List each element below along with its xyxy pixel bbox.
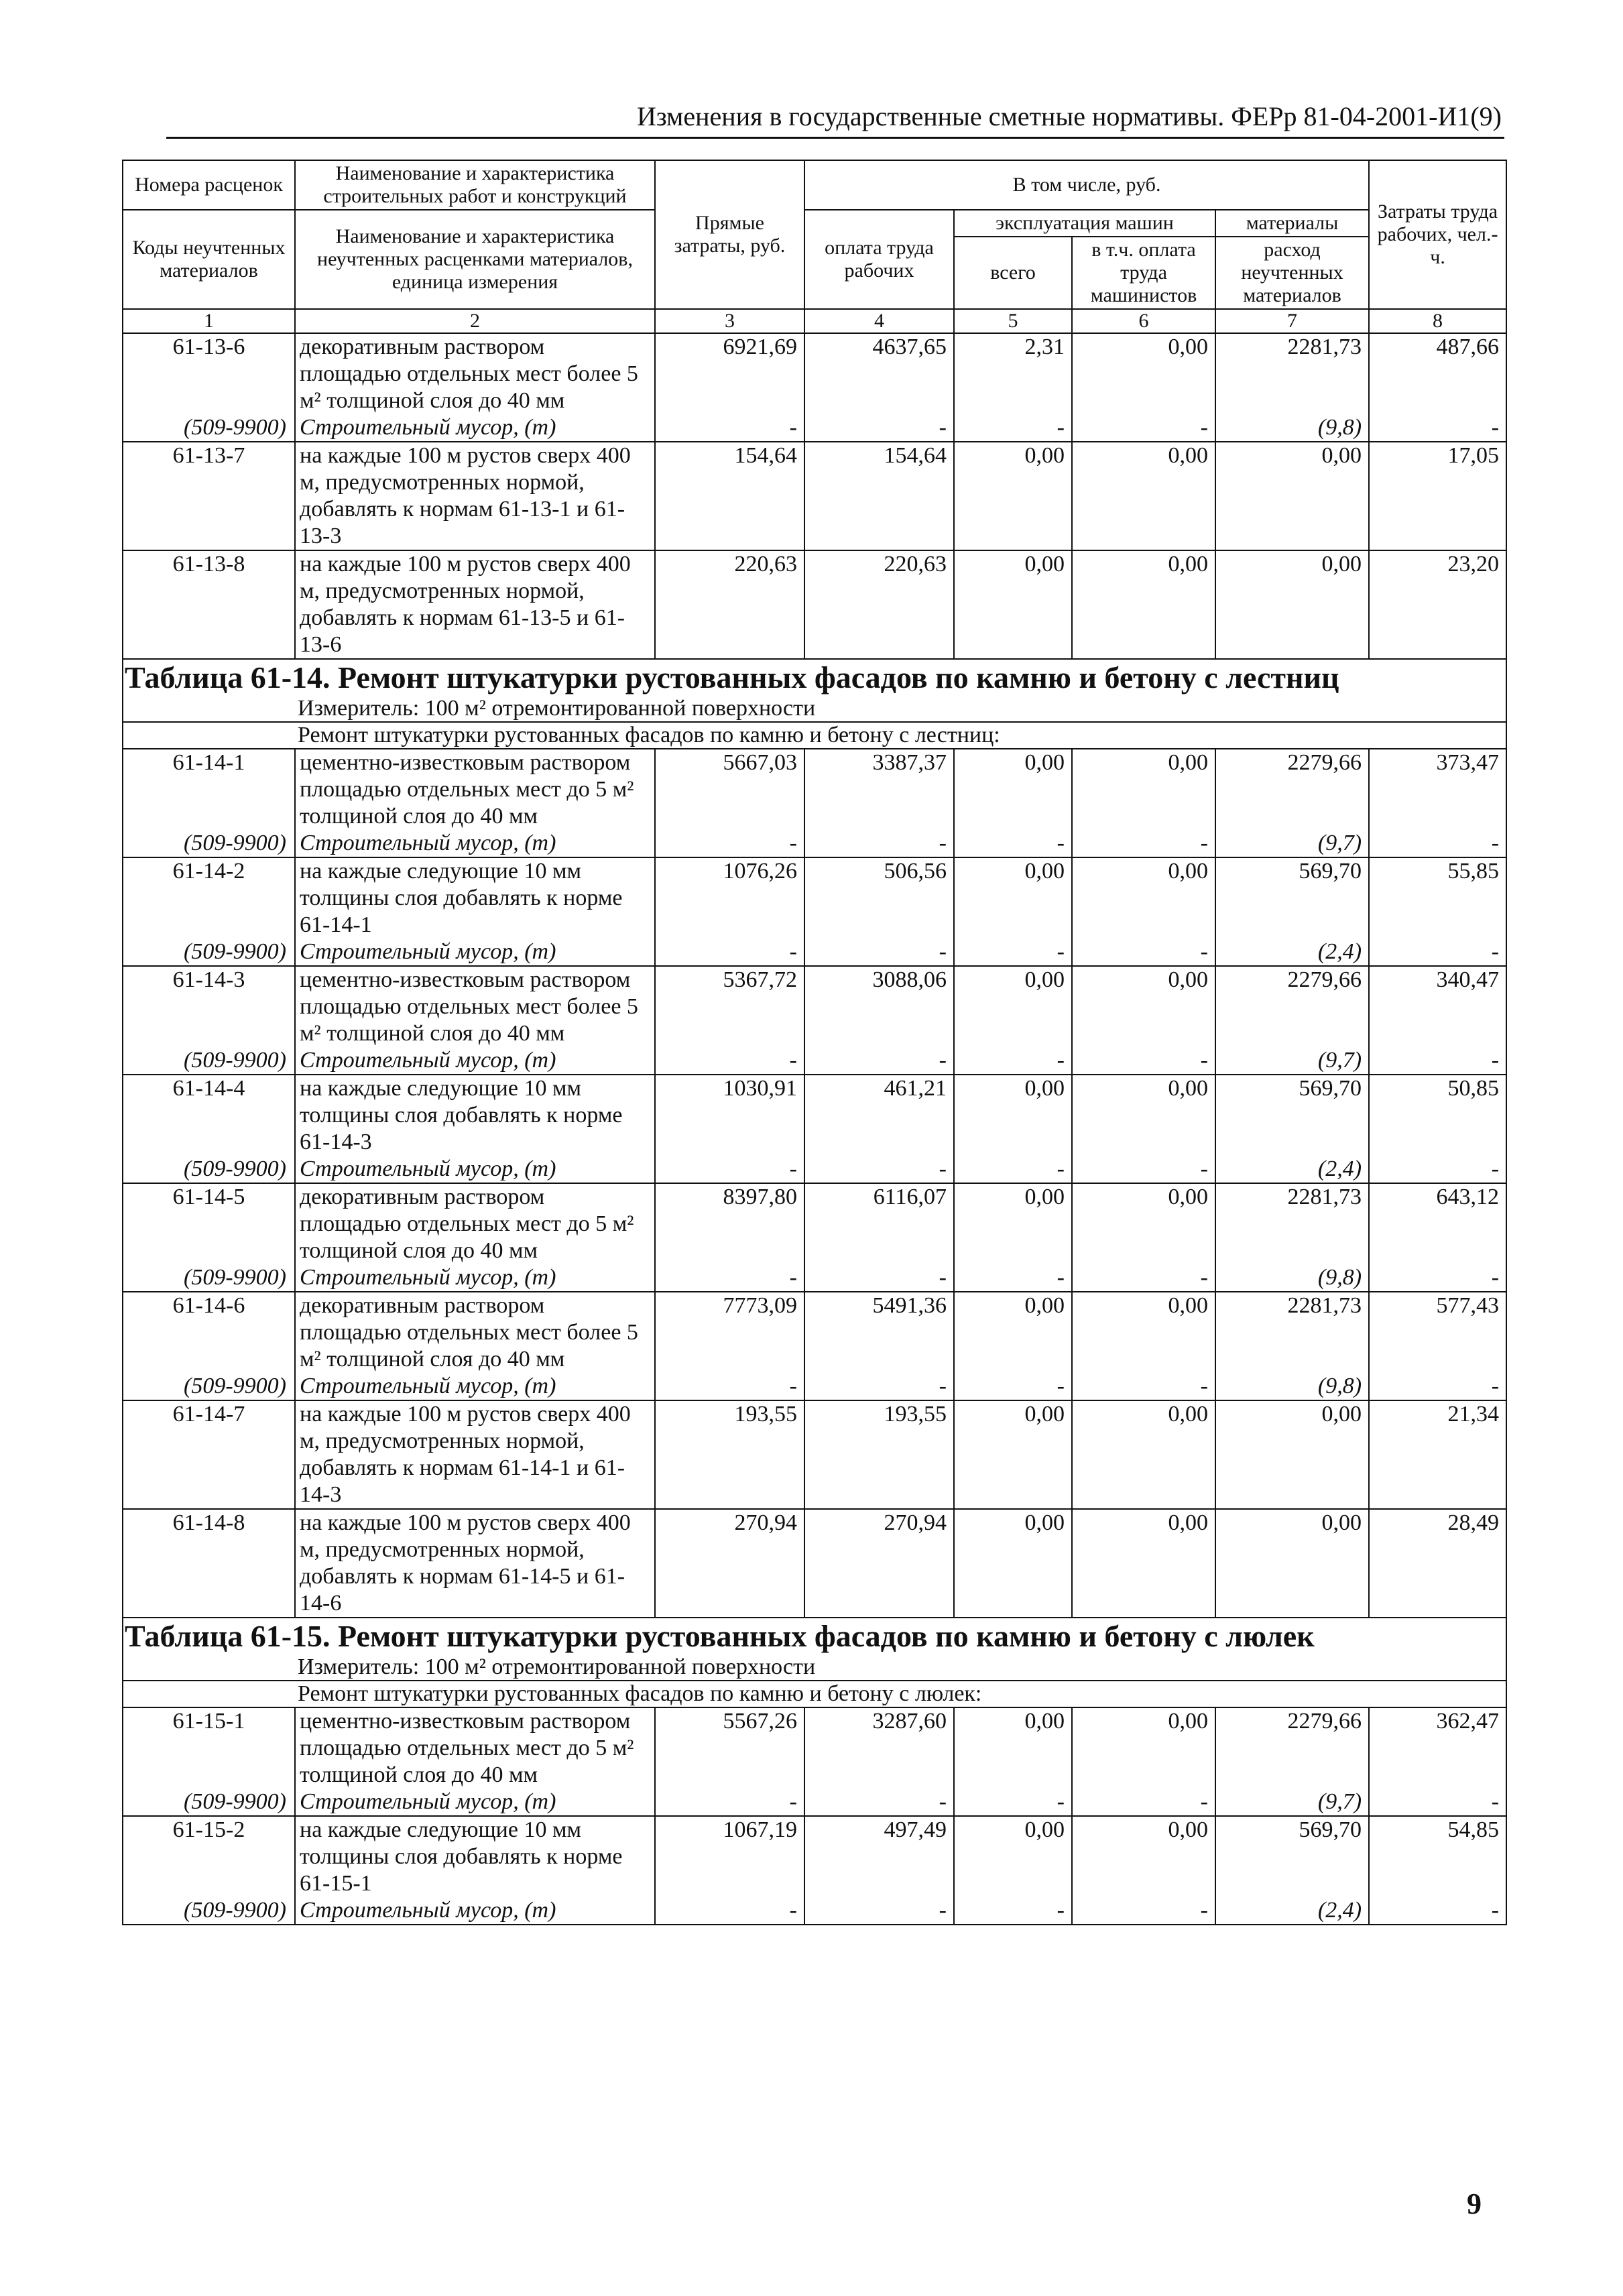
col-header-mat-cons: расход неучтенных материалов (1215, 237, 1369, 309)
rate-value: 0,00 (954, 1707, 1072, 1789)
table-row (123, 1509, 1506, 1618)
col-index: 5 (954, 309, 1072, 333)
material-code: (509-9900) (123, 939, 295, 966)
rate-name: цементно-известковым раствором площадью отдельных мест более 5 м² толщиной слоя до 40 мм (295, 966, 655, 1047)
rate-value: 193,55 (804, 1400, 954, 1509)
material-value: - (1369, 830, 1506, 857)
rate-value: 23,20 (1369, 550, 1506, 659)
material-name: Строительный мусор, (т) (295, 1264, 655, 1292)
col-header-labor-pay: оплата труда рабочих (804, 210, 954, 309)
table-row (123, 1707, 1506, 1789)
rate-value: 220,63 (655, 550, 804, 659)
col-header-mach-incl: в т.ч. оплата труда машинистов (1072, 237, 1215, 309)
table-61-14-heading (123, 659, 1506, 749)
rate-value: 373,47 (1369, 749, 1506, 830)
rate-value: 1030,91 (655, 1075, 804, 1156)
col-index: 3 (655, 309, 804, 333)
rate-value: 0,00 (1215, 1400, 1369, 1509)
rate-value: 54,85 (1369, 1816, 1506, 1897)
rate-value: 5367,72 (655, 966, 804, 1047)
material-code: (509-9900) (123, 830, 295, 857)
col-index: 6 (1072, 309, 1215, 333)
material-value: - (1072, 1789, 1215, 1816)
material-name: Строительный мусор, (т) (295, 1897, 655, 1925)
material-value: - (804, 1789, 954, 1816)
table-row (123, 1400, 1506, 1509)
rate-value: 569,70 (1215, 1816, 1369, 1897)
material-value: - (804, 414, 954, 442)
rate-value: 3088,06 (804, 966, 954, 1047)
material-code: (509-9900) (123, 1156, 295, 1183)
rate-value: 0,00 (954, 1816, 1072, 1897)
material-value: - (655, 939, 804, 966)
rate-code: 61-14-4 (123, 1075, 295, 1156)
material-code: (509-9900) (123, 1047, 295, 1075)
material-value: - (954, 1156, 1072, 1183)
rate-value: 28,49 (1369, 1509, 1506, 1618)
material-value: - (1072, 1047, 1215, 1075)
rate-value: 340,47 (1369, 966, 1506, 1047)
rate-code: 61-14-5 (123, 1183, 295, 1264)
rate-code: 61-14-7 (123, 1400, 295, 1509)
rate-value: 0,00 (954, 966, 1072, 1047)
material-name: Строительный мусор, (т) (295, 1373, 655, 1400)
table-row (123, 1183, 1506, 1264)
material-value: - (1369, 1897, 1506, 1925)
rate-value: 6116,07 (804, 1183, 954, 1264)
material-row (123, 1264, 1506, 1292)
material-value: - (1072, 1897, 1215, 1925)
rate-value: 5491,36 (804, 1292, 954, 1373)
col-header-name-bottom: Наименование и характеристика неучтенных расценками материалов, единица измерения (295, 210, 655, 309)
rate-value: 0,00 (954, 749, 1072, 830)
material-value: - (1072, 1264, 1215, 1292)
rate-value: 2,31 (954, 333, 1072, 414)
col-index: 8 (1369, 309, 1506, 333)
col-header-name-top: Наименование и характеристика строительных работ и конструкций (295, 160, 655, 210)
table-row (123, 749, 1506, 830)
rate-code: 61-13-8 (123, 550, 295, 659)
rate-value: 6921,69 (655, 333, 804, 414)
rate-value: 0,00 (1072, 1075, 1215, 1156)
material-value: - (1369, 1156, 1506, 1183)
col-index: 2 (295, 309, 655, 333)
material-value: - (804, 1897, 954, 1925)
col-header-mach-total: всего (954, 237, 1072, 309)
rate-value: 0,00 (1072, 442, 1215, 550)
col-header-incl: В том числе, руб. (804, 160, 1369, 210)
material-value: - (804, 939, 954, 966)
col-header-code-top: Номера расценок (123, 160, 295, 210)
header-rule (166, 137, 1504, 139)
rate-value: 17,05 (1369, 442, 1506, 550)
rate-value: 0,00 (954, 442, 1072, 550)
rate-code: 61-15-2 (123, 1816, 295, 1897)
page-header: Изменения в государственные сметные нормативы. ФЕРр 81-04-2001-И1(9) (636, 101, 1502, 131)
material-row (123, 830, 1506, 857)
rate-value: 7773,09 (655, 1292, 804, 1373)
material-value: - (954, 1789, 1072, 1816)
material-name: Строительный мусор, (т) (295, 830, 655, 857)
rate-code: 61-14-2 (123, 857, 295, 939)
table-measure: Измеритель: 100 м² отремонтированной поверхности (123, 696, 1506, 722)
rate-value: 506,56 (804, 857, 954, 939)
material-code: (509-9900) (123, 1789, 295, 1816)
rate-name: на каждые следующие 10 мм толщины слоя добавлять к норме 61-14-1 (295, 857, 655, 939)
material-value: - (655, 414, 804, 442)
material-value: (9,8) (1215, 1264, 1369, 1292)
rate-value: 0,00 (1072, 857, 1215, 939)
rate-value: 220,63 (804, 550, 954, 659)
col-header-machines: эксплуатация машин (954, 210, 1215, 237)
table-61-15-rows (123, 1707, 1506, 1925)
material-name: Строительный мусор, (т) (295, 1047, 655, 1075)
table-row (123, 966, 1506, 1047)
material-name: Строительный мусор, (т) (295, 1156, 655, 1183)
rate-code: 61-13-7 (123, 442, 295, 550)
rate-value: 362,47 (1369, 1707, 1506, 1789)
rate-value: 154,64 (655, 442, 804, 550)
rate-value: 0,00 (1215, 442, 1369, 550)
material-value: - (655, 830, 804, 857)
rate-name: декоративным раствором площадью отдельных мест более 5 м² толщиной слоя до 40 мм (295, 1292, 655, 1373)
rate-code: 61-14-6 (123, 1292, 295, 1373)
material-code: (509-9900) (123, 1373, 295, 1400)
material-value: - (655, 1897, 804, 1925)
rate-value: 5567,26 (655, 1707, 804, 1789)
material-value: - (1369, 414, 1506, 442)
material-value: - (1369, 939, 1506, 966)
table-header (123, 160, 1506, 333)
rate-value: 4637,65 (804, 333, 954, 414)
rate-value: 270,94 (804, 1509, 954, 1618)
material-name: Строительный мусор, (т) (295, 939, 655, 966)
material-value: - (954, 414, 1072, 442)
column-index-row (123, 309, 1506, 333)
rate-value: 461,21 (804, 1075, 954, 1156)
material-value: - (655, 1156, 804, 1183)
rate-value: 50,85 (1369, 1075, 1506, 1156)
table-61-13-continuation (123, 333, 1506, 659)
material-value: - (804, 1264, 954, 1292)
rate-code: 61-14-8 (123, 1509, 295, 1618)
rate-name: цементно-известковым раствором площадью отдельных мест до 5 м² толщиной слоя до 40 мм (295, 749, 655, 830)
material-value: - (1072, 830, 1215, 857)
material-value: - (954, 1264, 1072, 1292)
material-row (123, 1047, 1506, 1075)
rate-code: 61-13-6 (123, 333, 295, 414)
rate-value: 0,00 (1072, 1183, 1215, 1264)
rate-value: 1067,19 (655, 1816, 804, 1897)
table-measure: Измеритель: 100 м² отремонтированной поверхности (123, 1654, 1506, 1681)
col-index: 4 (804, 309, 954, 333)
material-row (123, 1373, 1506, 1400)
rate-name: на каждые 100 м рустов сверх 400 м, предусмотренных нормой, добавлять к нормам 61-13-1 и 61-13-3 (295, 442, 655, 550)
rate-value: 0,00 (1072, 550, 1215, 659)
table-section: Ремонт штукатурки рустованных фасадов по камню и бетону с люлек: (123, 1681, 1506, 1707)
material-value: - (954, 830, 1072, 857)
col-header-materials: материалы (1215, 210, 1369, 237)
col-header-code-bottom: Коды неучтенных материалов (123, 210, 295, 309)
rate-value: 2279,66 (1215, 749, 1369, 830)
col-header-labor: Затраты труда рабочих, чел.-ч. (1369, 160, 1506, 309)
material-row (123, 1156, 1506, 1183)
rate-name: декоративным раствором площадью отдельных мест более 5 м² толщиной слоя до 40 мм (295, 333, 655, 414)
table-61-14-rows (123, 749, 1506, 1618)
table-row (123, 857, 1506, 939)
rate-value: 0,00 (954, 1292, 1072, 1373)
rate-code: 61-14-3 (123, 966, 295, 1047)
material-name: Строительный мусор, (т) (295, 414, 655, 442)
material-row (123, 1789, 1506, 1816)
page-number: 9 (1467, 2187, 1482, 2220)
rate-value: 154,64 (804, 442, 954, 550)
material-value: - (655, 1789, 804, 1816)
material-value: - (1369, 1789, 1506, 1816)
material-name: Строительный мусор, (т) (295, 1789, 655, 1816)
table-row (123, 442, 1506, 550)
material-value: - (954, 939, 1072, 966)
col-header-direct: Прямые затраты, руб. (655, 160, 804, 309)
material-value: (2,4) (1215, 1156, 1369, 1183)
rate-value: 1076,26 (655, 857, 804, 939)
material-value: - (1072, 1156, 1215, 1183)
material-value: (2,4) (1215, 1897, 1369, 1925)
rate-value: 0,00 (954, 1075, 1072, 1156)
rate-value: 193,55 (655, 1400, 804, 1509)
rate-value: 0,00 (1072, 1509, 1215, 1618)
material-value: - (1072, 1373, 1215, 1400)
rate-value: 2279,66 (1215, 1707, 1369, 1789)
material-row (123, 939, 1506, 966)
material-value: - (954, 1047, 1072, 1075)
material-value: (9,7) (1215, 1047, 1369, 1075)
material-value: - (655, 1264, 804, 1292)
rate-value: 0,00 (1072, 1707, 1215, 1789)
material-value: - (1369, 1047, 1506, 1075)
rate-value: 270,94 (655, 1509, 804, 1618)
table-row (123, 1292, 1506, 1373)
rates-table-container (122, 160, 1506, 1925)
table-title: Таблица 61-15. Ремонт штукатурки рустованных фасадов по камню и бетону с люлек (123, 1618, 1506, 1654)
material-value: - (804, 1373, 954, 1400)
material-value: (9,8) (1215, 1373, 1369, 1400)
rate-value: 569,70 (1215, 857, 1369, 939)
rate-name: на каждые 100 м рустов сверх 400 м, предусмотренных нормой, добавлять к нормам 61-14-1 и 61-14-3 (295, 1400, 655, 1509)
table-section: Ремонт штукатурки рустованных фасадов по камню и бетону с лестниц: (123, 722, 1506, 749)
rate-value: 0,00 (1072, 749, 1215, 830)
rate-value: 0,00 (1215, 550, 1369, 659)
rate-value: 497,49 (804, 1816, 954, 1897)
col-index: 1 (123, 309, 295, 333)
table-row (123, 1816, 1506, 1897)
material-value: - (954, 1373, 1072, 1400)
rate-value: 0,00 (954, 1400, 1072, 1509)
material-value: - (1072, 939, 1215, 966)
material-value: (9,7) (1215, 1789, 1369, 1816)
rate-value: 3287,60 (804, 1707, 954, 1789)
rate-value: 0,00 (1072, 1400, 1215, 1509)
rate-value: 2281,73 (1215, 1183, 1369, 1264)
material-value: - (1369, 1264, 1506, 1292)
rate-value: 3387,37 (804, 749, 954, 830)
rate-value: 0,00 (1072, 333, 1215, 414)
rate-value: 0,00 (1072, 966, 1215, 1047)
material-value: - (804, 1156, 954, 1183)
material-value: - (655, 1047, 804, 1075)
material-value: - (804, 830, 954, 857)
rate-value: 0,00 (1072, 1292, 1215, 1373)
rate-code: 61-15-1 (123, 1707, 295, 1789)
rate-value: 643,12 (1369, 1183, 1506, 1264)
rates-table (122, 160, 1507, 1925)
material-code: (509-9900) (123, 414, 295, 442)
table-row (123, 550, 1506, 659)
table-title: Таблица 61-14. Ремонт штукатурки рустованных фасадов по камню и бетону с лестниц (123, 659, 1506, 696)
material-value: - (655, 1373, 804, 1400)
material-code: (509-9900) (123, 1264, 295, 1292)
rate-value: 2281,73 (1215, 1292, 1369, 1373)
table-61-15-heading (123, 1618, 1506, 1707)
rate-name: на каждые 100 м рустов сверх 400 м, предусмотренных нормой, добавлять к нормам 61-14-5 и 61-14-6 (295, 1509, 655, 1618)
col-index: 7 (1215, 309, 1369, 333)
rate-name: декоративным раствором площадью отдельных мест до 5 м² толщиной слоя до 40 мм (295, 1183, 655, 1264)
material-value: (9,8) (1215, 414, 1369, 442)
rate-value: 0,00 (954, 1509, 1072, 1618)
material-row (123, 414, 1506, 442)
rate-value: 55,85 (1369, 857, 1506, 939)
rate-value: 2279,66 (1215, 966, 1369, 1047)
material-value: - (804, 1047, 954, 1075)
material-value: (9,7) (1215, 830, 1369, 857)
rate-value: 0,00 (954, 857, 1072, 939)
rate-name: на каждые следующие 10 мм толщины слоя добавлять к норме 61-15-1 (295, 1816, 655, 1897)
rate-name: на каждые следующие 10 мм толщины слоя добавлять к норме 61-14-3 (295, 1075, 655, 1156)
rate-value: 0,00 (1215, 1509, 1369, 1618)
table-row (123, 1075, 1506, 1156)
rate-value: 569,70 (1215, 1075, 1369, 1156)
material-row (123, 1897, 1506, 1925)
rate-name: цементно-известковым раствором площадью отдельных мест до 5 м² толщиной слоя до 40 мм (295, 1707, 655, 1789)
rate-value: 0,00 (954, 550, 1072, 659)
rate-code: 61-14-1 (123, 749, 295, 830)
rate-value: 2281,73 (1215, 333, 1369, 414)
material-value: - (1072, 414, 1215, 442)
rate-value: 0,00 (954, 1183, 1072, 1264)
rate-value: 577,43 (1369, 1292, 1506, 1373)
material-code: (509-9900) (123, 1897, 295, 1925)
rate-value: 0,00 (1072, 1816, 1215, 1897)
rate-value: 487,66 (1369, 333, 1506, 414)
rate-value: 5667,03 (655, 749, 804, 830)
rate-value: 21,34 (1369, 1400, 1506, 1509)
material-value: - (954, 1897, 1072, 1925)
table-row (123, 333, 1506, 414)
material-value: (2,4) (1215, 939, 1369, 966)
rate-name: на каждые 100 м рустов сверх 400 м, предусмотренных нормой, добавлять к нормам 61-13-5 и 61-13-6 (295, 550, 655, 659)
rate-value: 8397,80 (655, 1183, 804, 1264)
material-value: - (1369, 1373, 1506, 1400)
